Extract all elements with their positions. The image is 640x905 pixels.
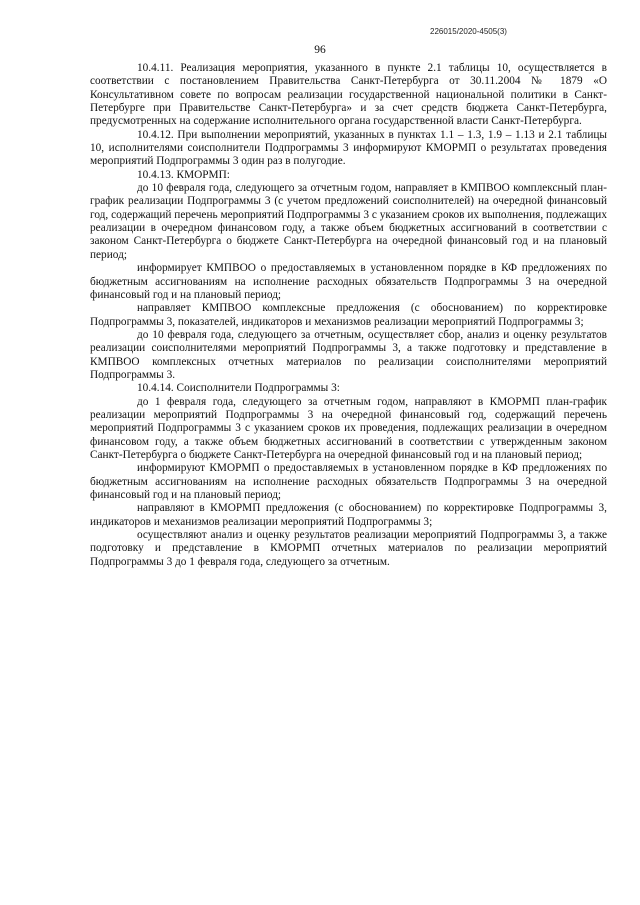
paragraph-kmormp-inform: информирует КМПВОО о предоставляемых в установленном порядке в КФ предложениях по бюджетным ассигнованиям на исполнение расходных обязательств Подпрограммы 3 на очередной финансовый год и на плановый период; <box>90 262 607 301</box>
paragraph-10-4-12: 10.4.12. При выполнении мероприятий, указанных в пунктах 1.1 – 1.3, 1.9 – 1.13 и 2.1 таблицы 10, исполнителями соисполнители Подпрограммы 3 информируют КМОРМП о результатах проведения мероприятий Подпрограммы 3 один раз в полугодие. <box>90 128 607 168</box>
document-body <box>90 62 607 569</box>
paragraph-kmormp-proposals: направляет КМПВОО комплексные предложения (с обоснованием) по корректировке Подпрограммы 3, показателей, индикаторов и механизмов реализации мероприятий Подпрограммы 3; <box>90 302 607 328</box>
paragraph-kmormp-plan: до 10 февраля года, следующего за отчетным годом, направляет в КМПВОО комплексный план-график реализации Подпрограммы 3 (с учетом предложений соисполнителей) на очередной финансовый год, содержащий перечень мероприятий Подпрограммы 3 с указанием сроков их выполнения, подлежащих реализации в очередном финансовом году, а также объем бюджетных ассигнований в соответствии с законом Санкт-Петербурга о бюджете Санкт-Петербурга на очередной финансовый год и на плановый период; <box>90 182 607 261</box>
page-number: 96 <box>314 44 326 56</box>
paragraph-coexecutors-report: осуществляют анализ и оценку результатов реализации мероприятий Подпрограммы 3, а также подготовку и представление в КМОРМП отчетных материалов по реализации мероприятий Подпрограммы 3 до 1 февраля года, следующего за отчетным. <box>90 529 607 568</box>
paragraph-kmormp-report: до 10 февраля года, следующего за отчетным, осуществляет сбор, анализ и оценку результатов реализации соисполнителями мероприятий Подпрограммы 3, а также подготовку и представление в КМПВОО комплексных отчетных материалов по реализации соисполнителями мероприятий Подпрограммы 3. <box>90 328 607 381</box>
paragraph-coexecutors-inform: информируют КМОРМП о предоставляемых в установленном порядке в КФ предложениях по бюджетным ассигнованиям на исполнение расходных обязательств Подпрограммы 3 на очередной финансовый год и на плановый период; <box>90 462 607 501</box>
paragraph-10-4-14-heading: 10.4.14. Соисполнители Подпрограммы 3: <box>137 382 340 395</box>
paragraph-coexecutors-plan: до 1 февраля года, следующего за отчетным годом, направляют в КМОРМП план-график реализации мероприятий Подпрограммы 3 на очередной финансовый год, содержащий перечень мероприятий Подпрограммы 3 с указанием сроков их проведения, подлежащих реализации в очередном финансовом году, а также объем бюджетных ассигнований в соответствии с утвержденным законом Санкт-Петербурга о бюджете Санкт-Петербурга на очередной финансовый год и на плановый период; <box>90 395 607 461</box>
document-registration-number: 226015/2020-4505(3) <box>430 27 507 36</box>
paragraph-10-4-13-heading: 10.4.13. КМОРМП: <box>137 168 230 181</box>
paragraph-coexecutors-proposals: направляют в КМОРМП предложения (с обоснованием) по корректировке Подпрограммы 3, индикаторов и механизмов реализации мероприятий Подпрограммы 3; <box>90 502 607 528</box>
paragraph-10-4-11: 10.4.11. Реализация мероприятия, указанного в пункте 2.1 таблицы 10, осуществляется в соответствии с постановлением Правительства Санкт-Петербурга от 30.11.2004 № 1879 «О Консультативном совете по вопросам реализации государственной национальной политики в Санкт-Петербурге при Правительстве Санкт-Петербурга» и за счет средств бюджета Санкт-Петербурга, предусмотренных на содержание исполнительного органа государственной власти Санкт-Петербурга. <box>90 62 607 128</box>
